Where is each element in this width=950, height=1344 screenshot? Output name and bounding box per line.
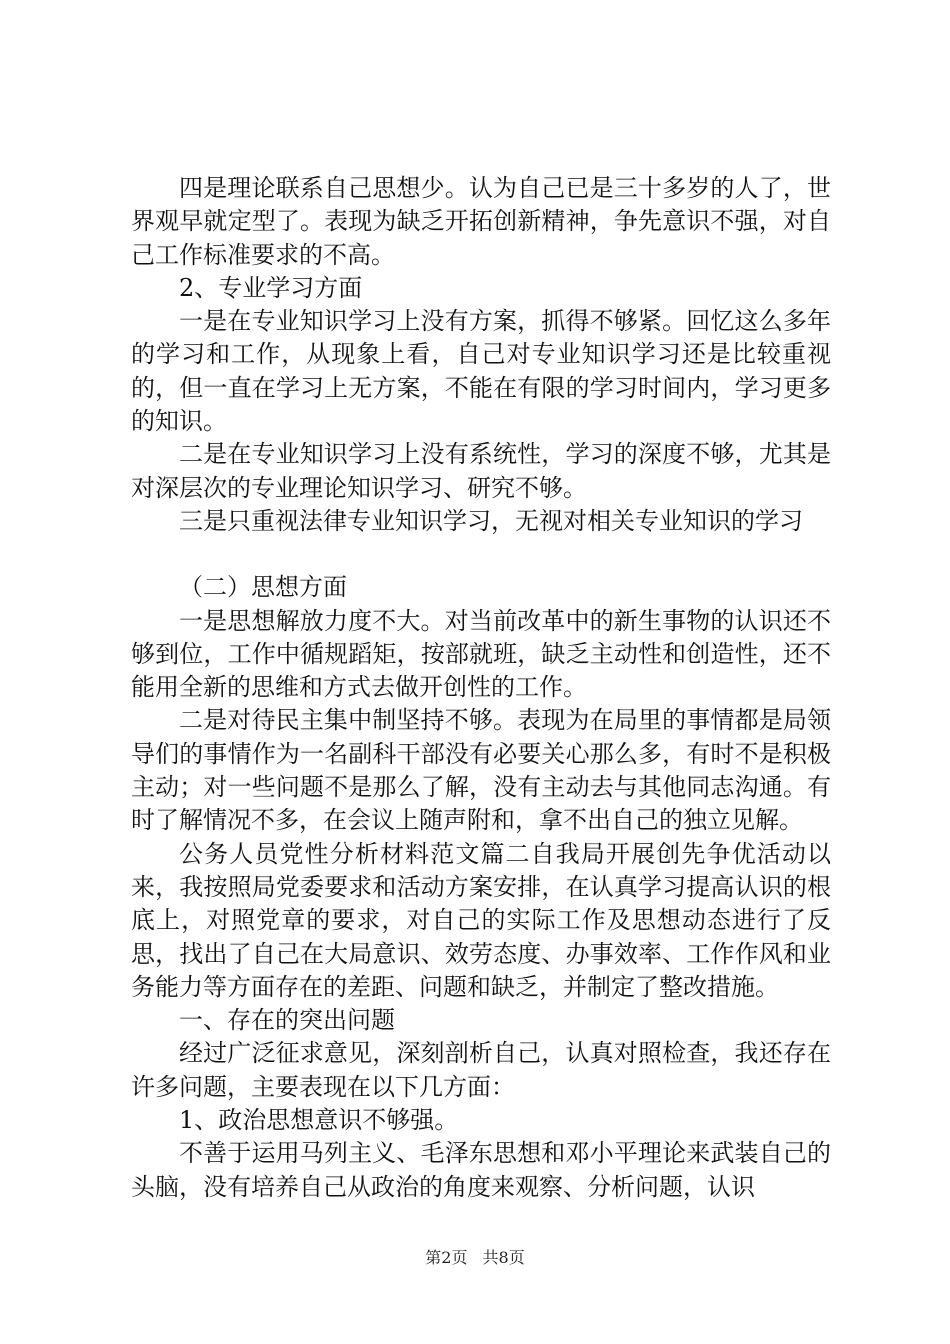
paragraph-2-democratic-centralism: 二是对待民主集中制坚持不够。表现为在局里的事情都是局领导们的事情作为一名副科干部没有必要关心那么多，有时不是积极主动；对一些问题不是那么了解，没有主动去与其他同志沟通。有时了解情况不多，在会议上随声附和，拿不出自己的独立见解。 (131, 706, 831, 835)
paragraph-2-no-system: 二是在专业知识学习上没有系统性，学习的深度不够，尤其是对深层次的专业理论知识学习、研究不够。 (131, 440, 831, 502)
document-body (131, 172, 831, 1204)
heading-political-awareness: 1、政治思想意识不够强。 (179, 1106, 459, 1135)
page-number: 第2页 (425, 1248, 468, 1267)
paragraph-political-awareness: 不善于运用马列主义、毛泽东思想和邓小平理论来武装自己的头脑，没有培养自己从政治的角度来观察、分析问题，认识 (131, 1139, 831, 1201)
heading-outstanding-problems: 一、存在的突出问题 (179, 1006, 395, 1035)
paragraph-1-no-plan: 一是在专业知识学习上没有方案，抓得不够紧。回忆这么多年的学习和工作，从现象上看，自己对专业知识学习还是比较重视的，但一直在学习上无方案，不能在有限的学习时间内，学习更多的知识。 (131, 307, 831, 436)
paragraph-3-law-only: 三是只重视法律专业知识学习，无视对相关专业知识的学习 (179, 506, 803, 535)
paragraph-4-theory: 四是理论联系自己思想少。认为自己已是三十多岁的人了，世界观早就定型了。表现为缺乏开拓创新精神，争先意识不强，对自己工作标准要求的不高。 (131, 174, 831, 269)
paragraph-1-liberation: 一是思想解放力度不大。对当前改革中的新生事物的认识还不够到位，工作中循规蹈矩，按部就班，缺乏主动性和创造性，还不能用全新的思维和方式去做开创性的工作。 (131, 606, 831, 702)
heading-thought-aspect: （二）思想方面 (179, 573, 347, 602)
paragraph-sample-two-intro: 公务人员党性分析材料范文篇二自我局开展创先争优活动以来，我按照局党委要求和活动方案安排，在认真学习提高认识的根底上，对照党章的要求，对自己的实际工作及思想动态进行了反思，找出了自己在大局意识、效劳态度、办事效率、工作作风和业务能力等方面存在的差距、问题和缺乏，并制定了整改措施。 (131, 839, 831, 1001)
page-footer (0, 1245, 950, 1268)
heading-professional-study: 2、专业学习方面 (179, 273, 363, 302)
paragraph-problems-intro: 经过广泛征求意见，深刻剖析自己，认真对照检查，我还存在许多问题，主要表现在以下几方面： (131, 1039, 831, 1101)
page-total: 共8页 (482, 1248, 525, 1267)
